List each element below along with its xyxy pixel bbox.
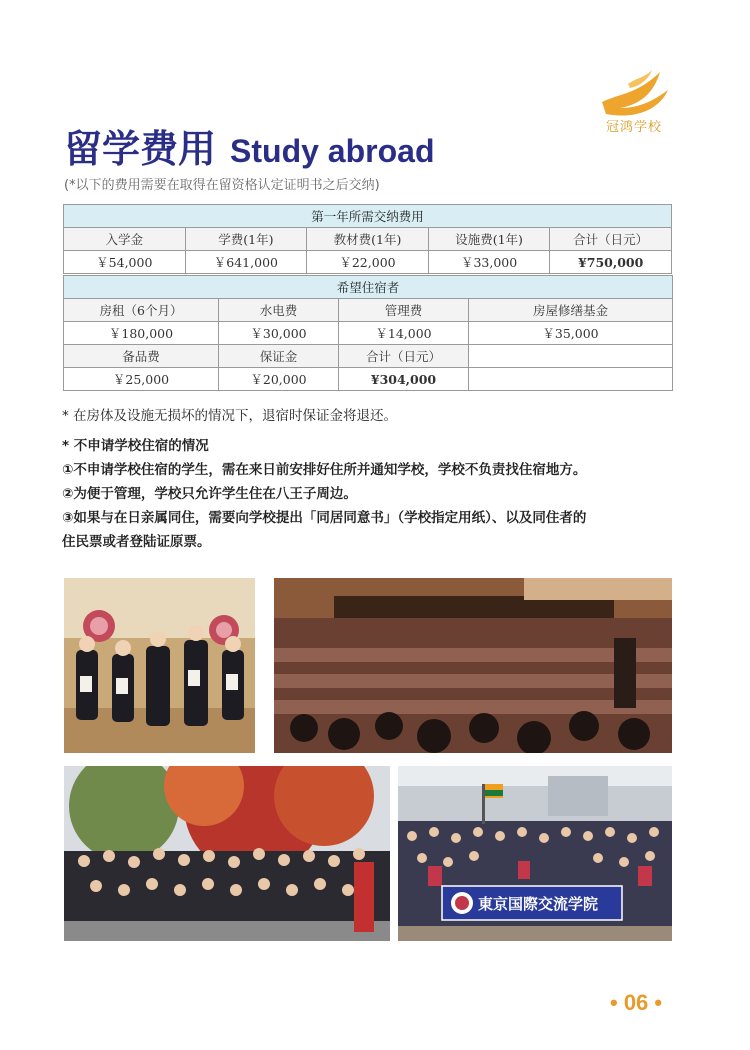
empty-cell xyxy=(469,345,673,368)
total-cell: ¥750,000 xyxy=(550,251,672,274)
housing-fee-table xyxy=(63,275,673,391)
note-item: 住民票或者登陆证原票。 xyxy=(62,534,211,550)
value-cell: ￥641,000 xyxy=(185,251,307,274)
header-cell: 合计（日元） xyxy=(339,345,469,368)
note-deposit: * 在房体及设施无损坏的情况下，退宿时保证金将退还。 xyxy=(62,408,398,424)
note-item: ②为便于管理，学校只允许学生住在八王子周边。 xyxy=(62,486,357,502)
empty-cell xyxy=(469,368,673,391)
table-row xyxy=(64,299,673,322)
table-row xyxy=(64,322,673,345)
header-cell: 入学金 xyxy=(64,228,186,251)
value-cell: ￥33,000 xyxy=(428,251,550,274)
logo-text: 冠鸿学校 xyxy=(606,120,663,135)
header-cell: 保证金 xyxy=(219,345,339,368)
ceremony-photo xyxy=(64,578,255,753)
table-row xyxy=(64,368,673,391)
title-en: Study abroad xyxy=(230,133,435,169)
table-row xyxy=(64,345,673,368)
autumn-group-photo xyxy=(64,766,390,941)
header-cell: 房租（6个月） xyxy=(64,299,219,322)
page-title xyxy=(64,118,434,173)
value-cell: ￥20,000 xyxy=(219,368,339,391)
table-row xyxy=(64,228,672,251)
page-number: • 06 • xyxy=(610,990,663,1015)
value-cell: ￥30,000 xyxy=(219,322,339,345)
value-cell: ￥54,000 xyxy=(64,251,186,274)
total-cell: ¥304,000 xyxy=(339,368,469,391)
value-cell: ￥180,000 xyxy=(64,322,219,345)
header-cell: 水电费 xyxy=(219,299,339,322)
value-cell: ￥14,000 xyxy=(339,322,469,345)
title-cn: 留学费用 xyxy=(64,129,217,171)
outdoor-group-photo xyxy=(398,766,672,941)
subtitle: (*以下的费用需要在取得在留资格认定证明书之后交纳) xyxy=(64,178,380,193)
first-year-fee-table xyxy=(63,204,672,274)
housing-heading: 希望住宿者 xyxy=(64,276,673,299)
note-item: ①不申请学校住宿的学生，需在来日前安排好住所并通知学校，学校不负责找住宿地方。 xyxy=(62,462,587,478)
value-cell: ￥22,000 xyxy=(307,251,429,274)
header-cell: 备品费 xyxy=(64,345,219,368)
note-item: ③如果与在日亲属同住，需要向学校提出「同居同意书」（学校指定用纸）、以及同住者的 xyxy=(62,510,587,526)
value-cell: ￥25,000 xyxy=(64,368,219,391)
auditorium-photo xyxy=(274,578,672,753)
header-cell: 房屋修缮基金 xyxy=(469,299,673,322)
note-heading: * 不申请学校住宿的情况 xyxy=(62,438,209,454)
notes xyxy=(62,404,682,554)
header-cell: 学费(1年) xyxy=(185,228,307,251)
value-cell: ￥35,000 xyxy=(469,322,673,345)
header-cell: 设施费(1年) xyxy=(428,228,550,251)
header-cell: 教材费(1年) xyxy=(307,228,429,251)
table-row xyxy=(64,251,672,274)
header-cell: 管理费 xyxy=(339,299,469,322)
banner-text: 東京国際交流学院 xyxy=(478,895,599,913)
first-year-heading: 第一年所需交纳费用 xyxy=(64,205,672,228)
header-cell: 合计（日元） xyxy=(550,228,672,251)
